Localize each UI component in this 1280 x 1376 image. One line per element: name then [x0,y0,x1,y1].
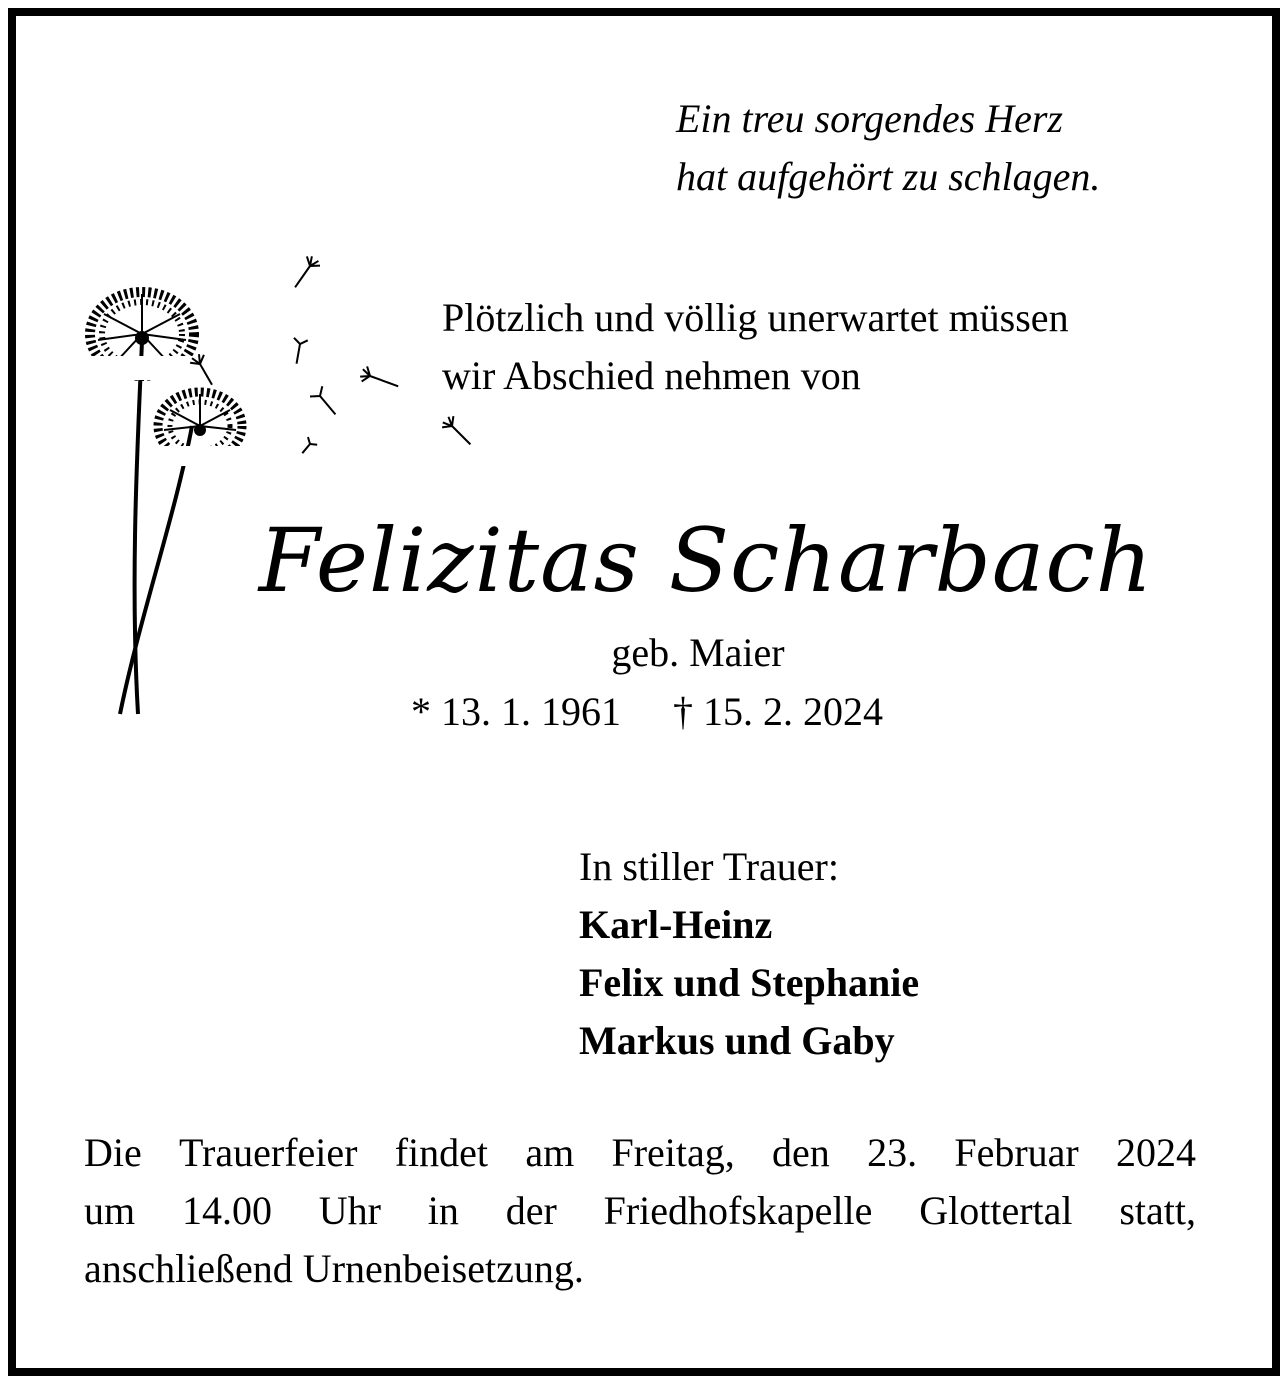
ceremony-word: Friedhofskapelle [603,1188,873,1233]
mourner-name: Felix und Stephanie [579,960,920,1005]
ceremony-word: den [772,1130,830,1175]
obituary-notice [8,8,1280,1376]
mourners-block [579,838,919,1070]
birth-date: * 13. 1. 1961 [411,689,621,734]
dandelion-puff-lower [156,392,244,466]
mourners-heading: In stiller Trauer: [579,844,839,889]
life-dates [411,684,883,740]
ceremony-word: findet [394,1130,489,1175]
ceremony-word: um [84,1188,136,1233]
ceremony-word: 14.00 [181,1188,272,1233]
dandelion-puff-upper [90,292,194,380]
ceremony-word: Freitag, [611,1130,735,1175]
ceremony-word: statt, [1119,1188,1196,1233]
ceremony-word: Februar [954,1130,1079,1175]
ceremony-word: in [427,1188,459,1233]
ceremony-word: der [505,1188,557,1233]
death-date: † 15. 2. 2024 [673,689,883,734]
ceremony-word: Die [84,1130,142,1175]
intro-text [442,289,1069,405]
mourner-name: Markus und Gaby [579,1018,895,1063]
ceremony-word: 23. [867,1130,918,1175]
deceased-name: Felizitas Scharbach [258,509,1154,612]
mourner-name: Karl-Heinz [579,902,773,947]
motto-verse [676,90,1100,206]
motto-line-1: Ein treu sorgendes Herz [676,96,1063,141]
intro-line-1: Plötzlich und völlig unerwartet müssen [442,295,1069,340]
ceremony-word: 2024 [1116,1130,1196,1175]
ceremony-info [84,1124,1196,1298]
ceremony-line-1 [84,1124,1196,1182]
ceremony-line-3: anschließend Urnenbeisetzung. [84,1246,584,1291]
ceremony-word: Uhr [318,1188,381,1233]
motto-line-2: hat aufgehört zu schlagen. [676,154,1101,199]
ceremony-word: am [525,1130,575,1175]
intro-line-2: wir Abschied nehmen von [442,353,861,398]
birth-name: geb. Maier [611,630,785,675]
ceremony-word: Trauerfeier [179,1130,358,1175]
ceremony-line-2 [84,1182,1196,1240]
ceremony-word: Glottertal [919,1188,1073,1233]
